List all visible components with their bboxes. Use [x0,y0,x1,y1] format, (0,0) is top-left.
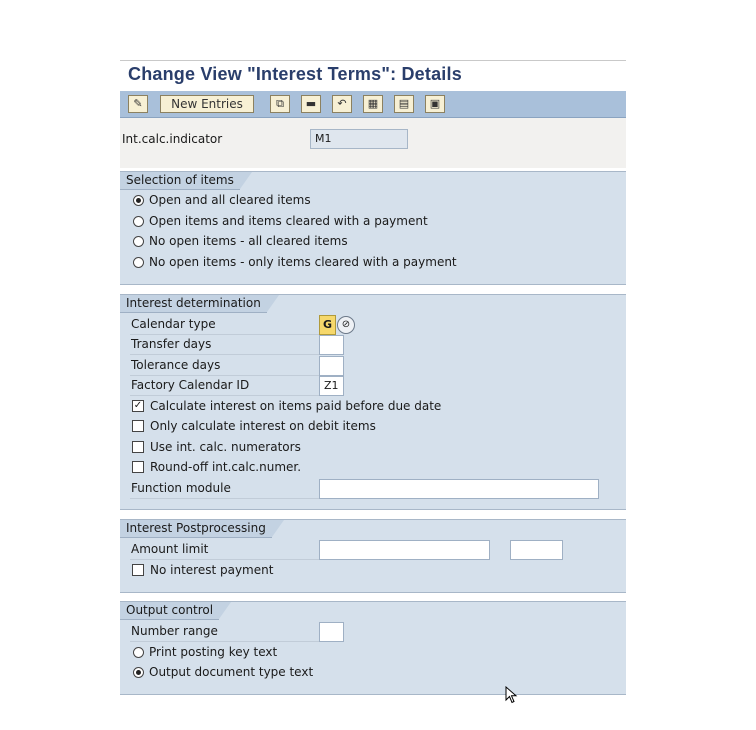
number-range-input[interactable] [319,622,344,642]
checkbox-label: Use int. calc. numerators [150,440,301,454]
select-all-icon[interactable]: ▦ [363,95,383,113]
new-entries-button[interactable]: New Entries [160,95,254,113]
radio-open-and-all-cleared[interactable] [133,195,144,206]
edit-pen-icon[interactable]: ✎ [128,95,148,113]
interest-postprocessing-group [120,519,626,593]
search-help-icon[interactable]: ⊘ [337,316,355,334]
tolerance-days-label: Tolerance days [131,358,221,372]
radio-print-posting-key[interactable] [133,647,144,658]
option-label: No open items - only items cleared with a payment [149,255,457,269]
number-range-label: Number range [131,624,218,638]
factory-calendar-input[interactable]: Z1 [319,376,344,396]
block-icon[interactable]: ▣ [425,95,445,113]
top-divider [120,60,626,61]
selection-of-items-group [120,171,626,285]
option-label: No open items - all cleared items [149,234,348,248]
application-toolbar [120,91,626,118]
checkbox-label: Round-off int.calc.numer. [150,460,302,474]
checkbox-label: Only calculate interest on debit items [150,419,376,433]
function-module-input[interactable] [319,479,599,499]
no-interest-payment-label: No interest payment [150,563,274,577]
output-control-title: Output control [120,602,219,620]
checkbox-only-debit-items[interactable] [132,420,144,432]
option-label: Open items and items cleared with a payment [149,214,428,228]
radio-output-document-type[interactable] [133,667,144,678]
checkbox-no-interest-payment[interactable] [132,564,144,576]
interest-postprocessing-title: Interest Postprocessing [120,520,272,538]
output-control-group [120,601,626,695]
delete-icon[interactable]: ▬ [301,95,321,113]
undo-icon[interactable]: ↶ [332,95,352,113]
int-calc-indicator-field: M1 [310,129,408,149]
amount-limit-label: Amount limit [131,542,209,556]
deselect-all-icon[interactable]: ▤ [394,95,414,113]
function-module-label: Function module [131,481,231,495]
transfer-days-label: Transfer days [131,337,212,351]
option-label: Open and all cleared items [149,193,311,207]
factory-calendar-label: Factory Calendar ID [131,378,250,392]
mouse-cursor-icon [505,686,519,704]
transfer-days-input[interactable] [319,335,344,355]
interest-determination-title: Interest determination [120,295,267,313]
checkbox-calc-before-due[interactable]: ✓ [133,400,143,411]
radio-open-items-cleared-payment[interactable] [133,216,144,227]
copy-icon[interactable]: ⧉ [270,95,290,113]
selection-of-items-title: Selection of items [120,172,240,190]
tolerance-days-input[interactable] [319,356,344,376]
calendar-type-field[interactable]: G [319,315,336,335]
checkbox-use-numerators[interactable] [132,441,144,453]
checkbox-round-off[interactable] [132,461,144,473]
page-title: Change View "Interest Terms": Details [128,64,462,84]
option-label: Output document type text [149,665,314,679]
calendar-type-label: Calendar type [131,317,216,331]
header-area [120,118,626,168]
amount-limit-input[interactable] [319,540,490,560]
option-label: Print posting key text [149,645,278,659]
currency-input[interactable] [510,540,563,560]
int-calc-indicator-label: Int.calc.indicator [122,132,223,146]
radio-no-open-only-cleared-payment[interactable] [133,257,144,268]
checkbox-label: Calculate interest on items paid before due date [150,399,442,413]
interest-determination-group [120,294,626,510]
radio-no-open-all-cleared[interactable] [133,236,144,247]
